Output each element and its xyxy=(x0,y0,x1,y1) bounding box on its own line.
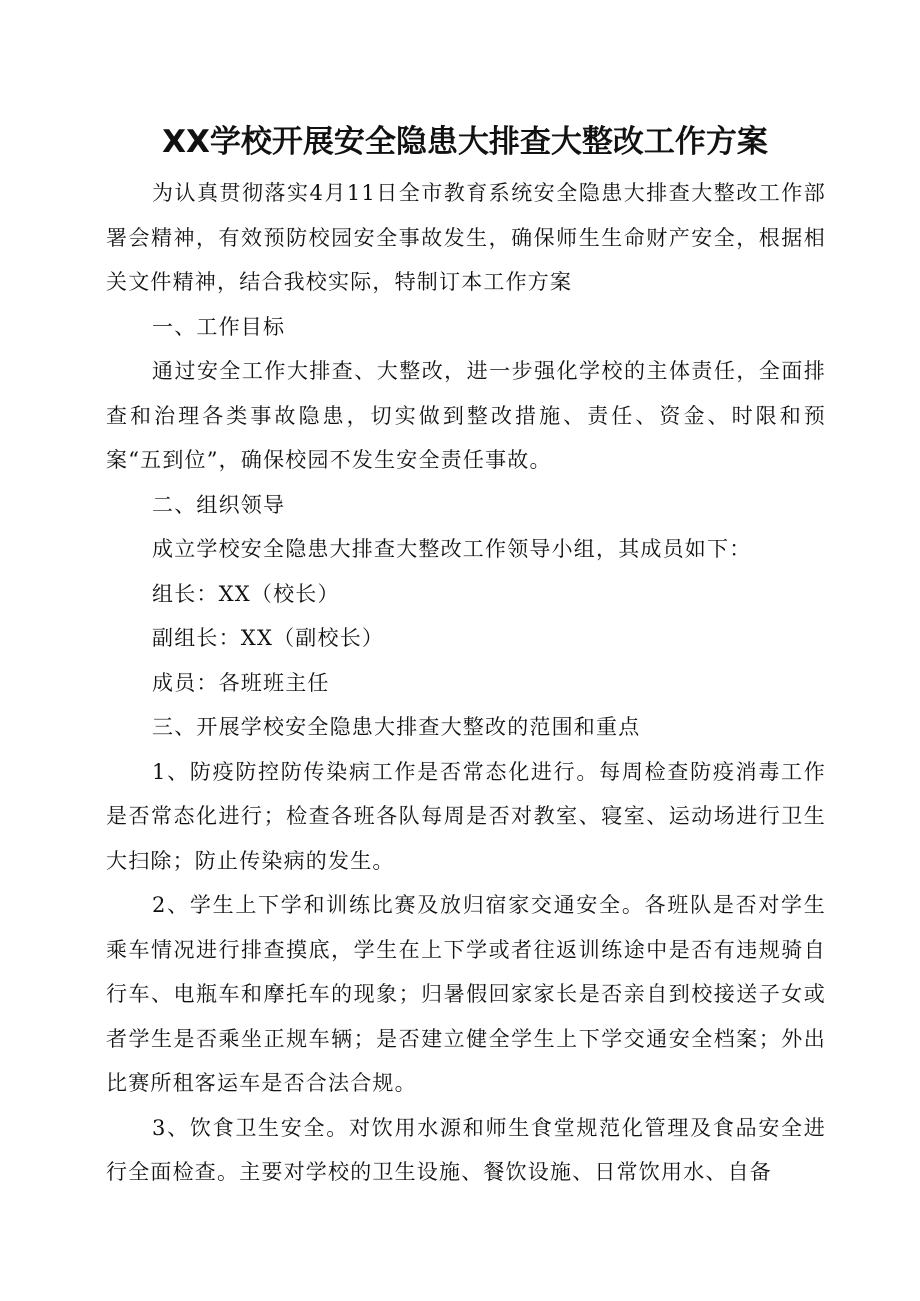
deputy-leader-line: 副组长：XX（副校长） xyxy=(152,626,385,650)
scope-item-3: 3、饮食卫生安全。对饮用水源和师生食堂规范化管理及食品安全进行全面检查。主要对学校的卫生设施、餐饮设施、日常饮用水、自备 xyxy=(106,1115,826,1184)
section-heading-leadership: 二、组织领导 xyxy=(152,492,286,517)
goals-paragraph: 通过安全工作大排查、大整改，进一步强化学校的主体责任，全面排查和治理各类事故隐患，切实做到整改措施、责任、资金、时限和预案“五到位”，确保校园不发生安全责任事故。 xyxy=(106,359,826,472)
leadership-paragraph: 成立学校安全隐患大排查大整改工作领导小组，其成员如下： xyxy=(152,537,752,561)
document-title: XX学校开展安全隐患大排查大整改工作方案 xyxy=(162,124,768,160)
scope-item-2: 2、学生上下学和训练比赛及放归宿家交通安全。各班队是否对学生乘车情况进行排查摸底，学生在上下学或者往返训练途中是否有违规骑自行车、电瓶车和摩托车的现象；归暑假回家家长是否亲自到校接送子女或者学生是否乘坐正规车辆；是否建立健全学生上下学交通安全档案；外出比赛所租客运车是否合法合规。 xyxy=(106,893,826,1095)
section-heading-scope: 三、开展学校安全隐患大排查大整改的范围和重点 xyxy=(152,715,641,739)
leader-line: 组长：XX（校长） xyxy=(152,581,340,606)
intro-paragraph: 为认真贯彻落实4月11日全市教育系统安全隐患大排查大整改工作部署会精神，有效预防校园安全事故发生，确保师生生命财产安全，根据相关文件精神，结合我校实际，特制订本工作方案 xyxy=(106,181,826,294)
scope-item-1: 1、防疫防控防传染病工作是否常态化进行。每周检查防疫消毒工作是否常态化进行；检查各班各队每周是否对教室、寝室、运动场进行卫生大扫除；防止传染病的发生。 xyxy=(106,759,826,873)
section-heading-goals: 一、工作目标 xyxy=(152,314,286,339)
document-body xyxy=(106,171,826,1195)
members-line: 成员：各班班主任 xyxy=(152,670,330,695)
